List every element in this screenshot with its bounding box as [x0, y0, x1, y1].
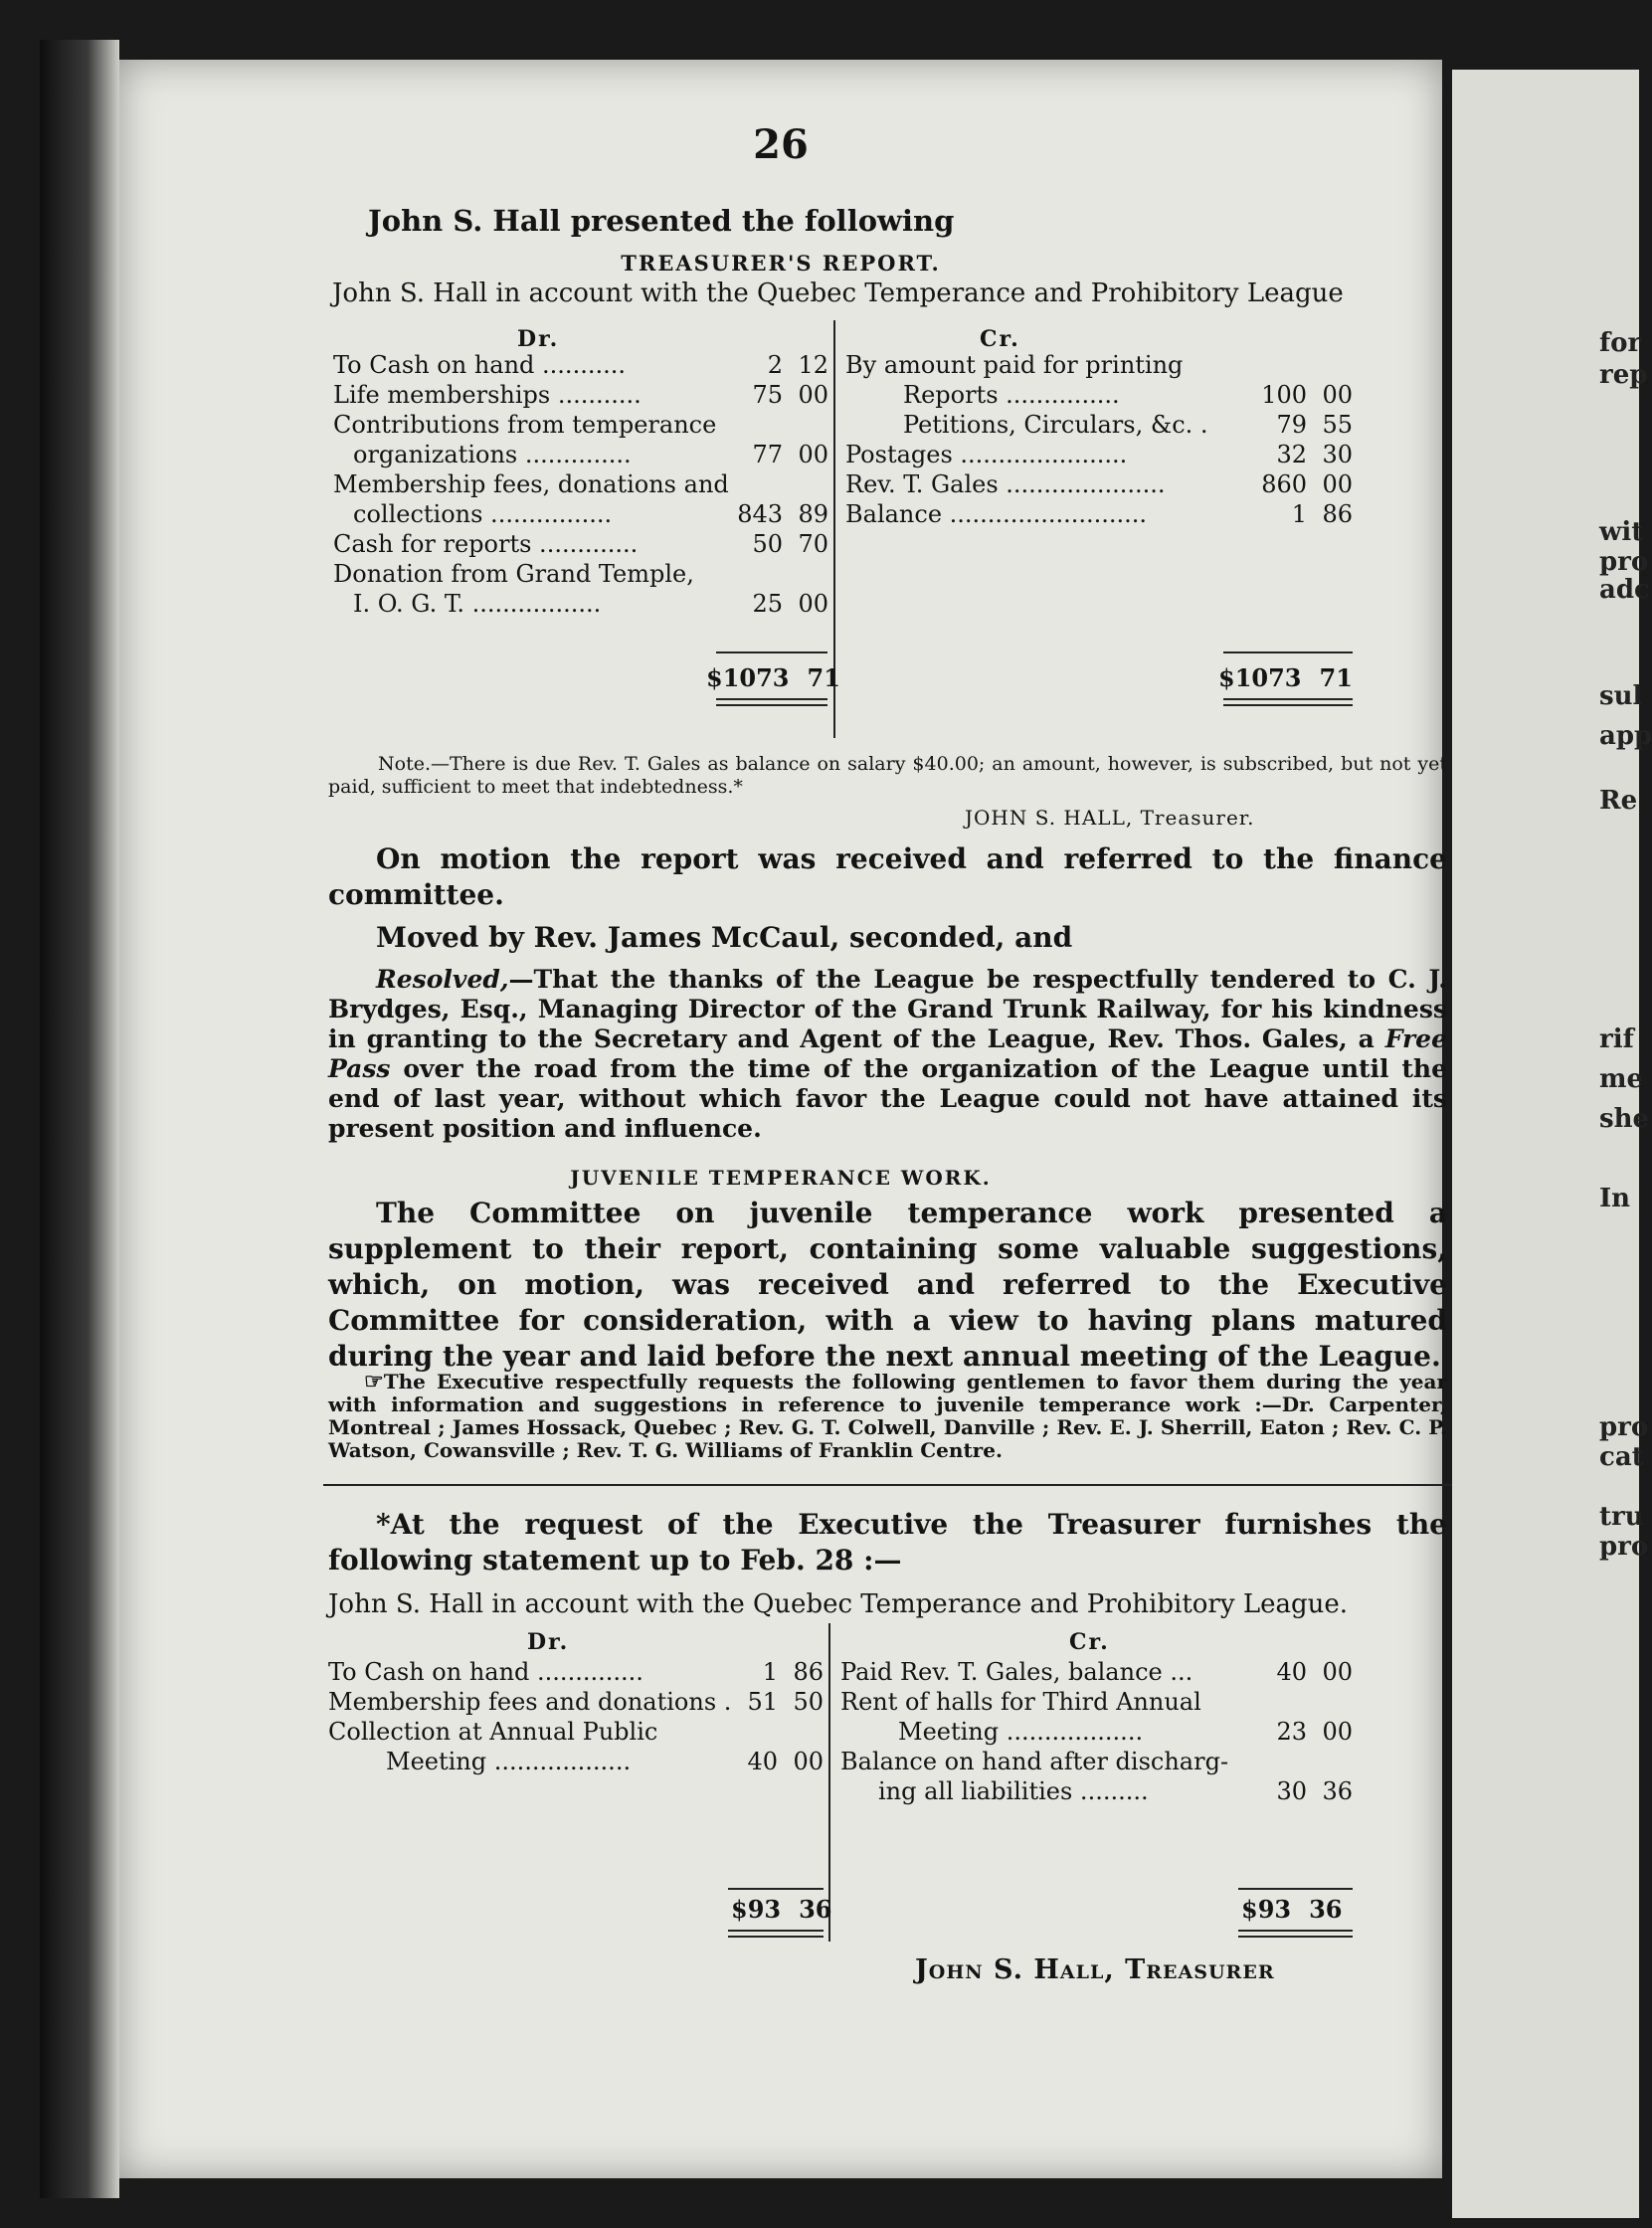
- ledger-item-label: Reports ...............: [903, 381, 1120, 409]
- amount-cents: 00: [798, 441, 828, 468]
- dr-heading: Dr.: [517, 326, 560, 352]
- ledger-item-amount: [1276, 1717, 1353, 1747]
- ledger-row: [333, 589, 828, 619]
- amount-cents: 55: [1322, 411, 1353, 439]
- dr-heading-2: Dr.: [527, 1629, 570, 1655]
- facing-page-word: tru: [1599, 1502, 1644, 1532]
- moved-line: Moved by Rev. James McCaul, seconded, and: [376, 921, 1073, 954]
- facing-page-word: pro: [1599, 547, 1649, 577]
- amount-dollars: 40: [747, 1748, 778, 1775]
- section-rule: [323, 1484, 1452, 1486]
- ledger-item-amount: [1261, 380, 1353, 410]
- ledger-item-label: Petitions, Circulars, &c. .: [903, 411, 1208, 439]
- amount-dollars: 40: [1276, 1658, 1307, 1686]
- ledger-item-label: Rent of halls for Third Annual: [840, 1688, 1201, 1716]
- facing-page-word: she: [1599, 1104, 1650, 1134]
- treasurer-signature-2: John S. Hall, Treasurer: [915, 1954, 1275, 1985]
- facing-page-word: rep: [1599, 360, 1648, 390]
- book-page: [119, 60, 1447, 2178]
- total-double-rule-2: [728, 1936, 824, 1938]
- ledger-item-amount: [1276, 1657, 1353, 1687]
- facing-page-word: app: [1599, 721, 1652, 751]
- ledger-row: [333, 529, 828, 559]
- ledger-item-amount: [1276, 440, 1353, 469]
- ledger-item-label: Paid Rev. T. Gales, balance ...: [840, 1658, 1193, 1686]
- total-double-rule: [1223, 704, 1353, 706]
- ledger1-debits: [333, 350, 828, 619]
- ledger-row: [333, 350, 828, 380]
- ledger-row: [333, 559, 828, 589]
- amount-dollars: 79: [1276, 411, 1307, 439]
- amount-dollars: 1: [762, 1658, 778, 1686]
- account-line: John S. Hall in account with the Quebec Temperance and Prohibitory League: [332, 278, 1344, 308]
- amount-cents: 86: [1322, 500, 1353, 528]
- ledger-row: [328, 1657, 824, 1687]
- ledger-item-label: Contributions from temperance: [333, 411, 717, 439]
- ledger-row: [845, 410, 1353, 440]
- ledger1-credits: [845, 350, 1353, 529]
- total-double-rule: [1223, 698, 1353, 700]
- ledger-item-label: By amount paid for printing: [845, 351, 1184, 379]
- amount-dollars: 23: [1276, 1718, 1307, 1746]
- ledger-item-label: Balance on hand after discharg-: [840, 1748, 1229, 1775]
- ledger1-dr-total: $1073 71: [706, 663, 840, 692]
- ledger-item-amount: [1292, 499, 1353, 529]
- total-rule: [716, 651, 827, 653]
- ledger-row: [840, 1747, 1353, 1776]
- ledger-item-label: Postages ......................: [845, 441, 1128, 468]
- ledger-item-label: Balance ..........................: [845, 500, 1148, 528]
- ledger-row: [840, 1687, 1353, 1717]
- ledger-item-amount: [1276, 1776, 1353, 1806]
- resolved-paragraph: Resolved,—That the thanks of the League be respectfully tendered to C. J. Brydges, Esq., Managing Director of the Grand Trunk Railway, for his kindness in granting to the Secretary and Agent of the League, Rev. Thos. Gales, a Free Pass over the road from the time of the organization of the League until the end of last year, without which favor the League could not have attained its present position and influence.: [328, 965, 1447, 1143]
- ledger-item-label: Cash for reports .............: [333, 530, 639, 558]
- ledger-row: [845, 380, 1353, 410]
- ledger-item-label: To Cash on hand ...........: [333, 351, 626, 379]
- amount-cents: 70: [798, 530, 828, 558]
- total-rule: [1223, 651, 1353, 653]
- amount-cents: 12: [798, 351, 828, 379]
- facing-page-word: wit: [1599, 517, 1644, 547]
- amount-cents: 89: [798, 500, 828, 528]
- executive-request: ☞The Executive respectfully requests the following gentlemen to favor them during the year with information and suggestions in reference to juvenile temperance work :—Dr. Carpenter, Montreal ; James Hossack, Quebec ; Rev. G. T. Colwell, Danville ; Rev. E. J. Sherrill, Eaton ; Rev. C. P. Watson, Cowansville ; Rev. T. G. Williams of Franklin Centre.: [328, 1369, 1447, 1462]
- pointing-hand-icon: ☞: [364, 1369, 384, 1394]
- ledger-row: [328, 1717, 824, 1747]
- amount-cents: 50: [793, 1688, 824, 1716]
- report-title: TREASURER'S REPORT.: [621, 251, 941, 276]
- motion-paragraph: On motion the report was received and referred to the finance committee.: [328, 842, 1447, 911]
- treasurer-note: Note.—There is due Rev. T. Gales as balance on salary $40.00; an amount, however, is subscribed, but not yet paid, sufficient to meet that indebtedness.*: [328, 753, 1447, 798]
- footnote-paragraph: *At the request of the Executive the Treasurer furnishes the following statement up to Feb. 28 :—: [328, 1508, 1447, 1577]
- amount-cents: 00: [1322, 1658, 1353, 1686]
- facing-page-word: pro: [1599, 1412, 1649, 1442]
- ledger2-debits: [328, 1657, 824, 1776]
- amount-dollars: 32: [1276, 441, 1307, 468]
- ledger-item-amount: [752, 440, 828, 469]
- ledger-row: [333, 469, 828, 499]
- free-pass: Free Pass: [328, 1024, 1447, 1083]
- total-rule-2: [728, 1888, 824, 1890]
- facing-page-word: Re: [1599, 786, 1638, 816]
- ledger-row: [333, 380, 828, 410]
- amount-dollars: 843: [737, 500, 783, 528]
- ledger1-cr-total: $1073 71: [1218, 663, 1353, 692]
- ledger-row: [840, 1717, 1353, 1747]
- treasurer-signature: JOHN S. HALL, Treasurer.: [965, 806, 1255, 830]
- ledger-item-amount: [1261, 469, 1353, 499]
- ledger-row: [328, 1687, 824, 1717]
- ledger-row: [845, 350, 1353, 380]
- amount-cents: 00: [1322, 470, 1353, 498]
- ledger-item-amount: [768, 350, 828, 380]
- facing-page-word: In: [1599, 1184, 1631, 1213]
- facing-page-word: pro: [1599, 1532, 1649, 1562]
- amount-dollars: 100: [1261, 381, 1307, 409]
- cr-heading-2: Cr.: [1069, 1629, 1110, 1655]
- ledger-item-amount: [737, 499, 828, 529]
- cr-heading: Cr.: [980, 326, 1020, 352]
- total-double-rule: [716, 698, 827, 700]
- ledger-row: [333, 499, 828, 529]
- ledger-item-amount: [747, 1747, 824, 1776]
- book-gutter: [40, 40, 119, 2198]
- ledger-row: [840, 1657, 1353, 1687]
- amount-dollars: 2: [767, 351, 783, 379]
- total-double-rule: [716, 704, 827, 706]
- page-number: 26: [753, 121, 809, 168]
- total-double-rule-2: [1238, 1936, 1353, 1938]
- facing-page-word: for: [1599, 328, 1642, 358]
- ledger-item-label: Life memberships ...........: [333, 381, 642, 409]
- amount-cents: 00: [793, 1748, 824, 1775]
- amount-dollars: 50: [752, 530, 783, 558]
- ledger-item-label: I. O. G. T. .................: [353, 590, 602, 618]
- facing-page-fragment: [1452, 70, 1652, 2218]
- facing-page-word: adc: [1599, 575, 1650, 605]
- ledger-item-label: Meeting ..................: [898, 1718, 1144, 1746]
- resolved-label: Resolved,: [376, 965, 509, 994]
- amount-cents: 00: [1322, 1718, 1353, 1746]
- ledger-row: [845, 440, 1353, 469]
- ledger-item-amount: [747, 1687, 824, 1717]
- ledger-item-label: To Cash on hand ..............: [328, 1658, 643, 1686]
- ledger-row: [840, 1776, 1353, 1806]
- amount-cents: 30: [1322, 441, 1353, 468]
- ledger-item-label: Membership fees and donations .: [328, 1688, 732, 1716]
- ledger-row: [333, 440, 828, 469]
- ledger-item-label: Rev. T. Gales .....................: [845, 470, 1166, 498]
- facing-page-word: sul: [1599, 681, 1643, 711]
- juvenile-heading: JUVENILE TEMPERANCE WORK.: [570, 1166, 992, 1190]
- report-intro: John S. Hall presented the following: [368, 204, 955, 238]
- amount-cents: 36: [1322, 1777, 1353, 1805]
- ledger2-dr-total: $93 36: [731, 1895, 832, 1924]
- facing-page-word: me: [1599, 1064, 1644, 1094]
- amount-cents: 00: [798, 590, 828, 618]
- amount-dollars: 51: [747, 1688, 778, 1716]
- amount-dollars: 25: [752, 590, 783, 618]
- ledger2-cr-total: $93 36: [1241, 1895, 1343, 1924]
- ledger-row: [328, 1747, 824, 1776]
- amount-dollars: 30: [1276, 1777, 1307, 1805]
- facing-page-word: cat: [1599, 1442, 1644, 1472]
- ledger-item-label: collections ................: [353, 500, 613, 528]
- ledger-item-amount: [752, 589, 828, 619]
- amount-cents: 00: [1322, 381, 1353, 409]
- juvenile-paragraph: The Committee on juvenile temperance work presented a supplement to their report, containing some valuable suggestions, which, on motion, was received and referred to the Executive Committee for consideration, with a view to having plans matured during the year and laid before the next annual meeting of the League.: [328, 1197, 1447, 1373]
- facing-page-word: rif: [1599, 1024, 1634, 1054]
- ledger-item-label: Membership fees, donations and: [333, 470, 729, 498]
- ledger-item-amount: [763, 1657, 824, 1687]
- total-double-rule-2: [728, 1930, 824, 1932]
- ledger-divider-2: [828, 1623, 830, 1942]
- ledger-item-amount: [752, 380, 828, 410]
- ledger-item-label: ing all liabilities .........: [878, 1777, 1149, 1805]
- amount-dollars: 860: [1261, 470, 1307, 498]
- amount-cents: 00: [798, 381, 828, 409]
- ledger-item-label: Donation from Grand Temple,: [333, 560, 694, 588]
- ledger-item-label: Meeting ..................: [386, 1748, 632, 1775]
- total-rule-2: [1238, 1888, 1353, 1890]
- ledger-row: [845, 499, 1353, 529]
- amount-cents: 86: [793, 1658, 824, 1686]
- ledger-item-label: Collection at Annual Public: [328, 1718, 658, 1746]
- ledger-row: [845, 469, 1353, 499]
- account-line-2: John S. Hall in account with the Quebec Temperance and Prohibitory League.: [328, 1589, 1349, 1619]
- ledger-row: [333, 410, 828, 440]
- total-double-rule-2: [1238, 1930, 1353, 1932]
- amount-dollars: 1: [1291, 500, 1307, 528]
- ledger-item-label: organizations ..............: [353, 441, 632, 468]
- ledger-item-amount: [752, 529, 828, 559]
- ledger2-credits: [840, 1657, 1353, 1806]
- amount-dollars: 77: [752, 441, 783, 468]
- amount-dollars: 75: [752, 381, 783, 409]
- ledger-item-amount: [1276, 410, 1353, 440]
